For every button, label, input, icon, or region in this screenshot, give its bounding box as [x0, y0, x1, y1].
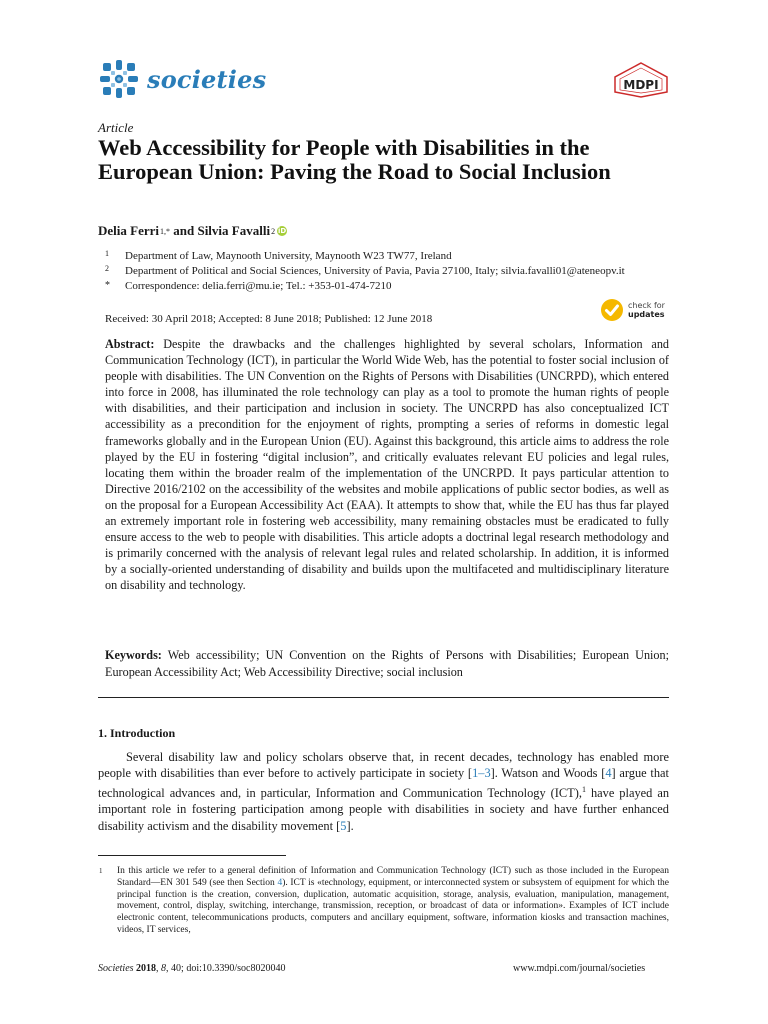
- body-text: ] argue that technological advances and, in particular, Information and Communication Technology (ICT),: [98, 766, 669, 800]
- affiliation-mark: 2: [105, 264, 109, 273]
- body-text: Several disability law and policy scholars observe that, in recent decades, technology has enabled more people with disabilities than ever before to actively participate in society [: [98, 750, 669, 781]
- footnote-mark: 1: [99, 867, 103, 875]
- mdpi-label: MDPI: [623, 78, 659, 92]
- author-affil-mark: 1,*: [160, 226, 170, 236]
- author-name[interactable]: Silvia Favalli: [197, 223, 271, 238]
- body-text: ]. Watson and Woods [: [490, 766, 606, 781]
- journal-name: societies: [147, 64, 267, 94]
- divider: [98, 697, 669, 698]
- mdpi-logo-icon[interactable]: [612, 62, 670, 98]
- societies-logo-icon: [98, 58, 140, 100]
- body-paragraph: [98, 749, 669, 834]
- citation-footer: Societies 2018, 8, 40; doi:10.3390/soc8020040: [98, 963, 286, 974]
- footnote-ref[interactable]: 1: [581, 784, 586, 794]
- footer-year: 2018: [136, 963, 157, 974]
- author-affil-mark: 2: [271, 226, 276, 236]
- journal-url[interactable]: www.mdpi.com/journal/societies: [513, 963, 646, 974]
- abstract: [105, 336, 669, 594]
- affiliation-text: Department of Political and Social Sciences, University of Pavia, Pavia 27100, Italy; silvia.favalli01@ateneopv.it: [125, 265, 625, 277]
- affiliation-mark: *: [105, 280, 110, 291]
- author-line: [98, 223, 287, 239]
- keywords-text: Web accessibility; UN Convention on the Rights of Persons with Disabilities; European Union; European Accessibility Act; Web Accessibility Directive; social inclusion: [105, 648, 670, 679]
- section-link[interactable]: 4: [277, 877, 283, 888]
- affiliation-text: Correspondence: delia.ferri@mu.ie; Tel.: +353-01-474-7210: [125, 280, 392, 292]
- abstract-label: Abstract:: [105, 337, 155, 351]
- paper-title: Web Accessibility for People with Disabilities in the European Union: Paving the Road to Social Inclusion: [98, 135, 611, 184]
- body-text: ].: [346, 818, 354, 833]
- check-for-updates-button[interactable]: [600, 298, 665, 322]
- footer-volume: 8: [161, 963, 167, 974]
- footer-journal: Societies: [98, 963, 134, 974]
- footnote-divider: [98, 855, 286, 856]
- keywords-label: Keywords:: [105, 648, 162, 662]
- check-updates-icon: [600, 298, 624, 322]
- citation-link[interactable]: 4: [605, 766, 612, 781]
- journal-logo[interactable]: [98, 58, 266, 100]
- body-text: have played an important role in fostering participation among people with disabilities in society and have further enhanced disability activism and the disability movement [: [98, 785, 670, 833]
- footnote-text: In this article we refer to a general definition of Information and Communication Technology (ICT) such as those included in the European Standard—EN 301 549 (see then Section: [117, 866, 669, 888]
- citation-link[interactable]: 1–3: [472, 766, 491, 781]
- author-name[interactable]: Delia Ferri: [98, 223, 159, 238]
- footnote: [117, 866, 669, 937]
- affiliation-text: Department of Law, Maynooth University, Maynooth W23 TW77, Ireland: [125, 250, 452, 262]
- article-type: Article: [98, 120, 134, 135]
- citation-link[interactable]: 5: [340, 818, 347, 833]
- orcid-icon[interactable]: iD: [277, 227, 287, 235]
- footer-doi[interactable]: , 40; doi:10.3390/soc8020040: [166, 963, 286, 974]
- keywords: [105, 647, 669, 680]
- author-join: and: [170, 223, 198, 238]
- affiliation-mark: 1: [105, 249, 109, 258]
- section-heading: 1. Introduction: [98, 726, 176, 740]
- publication-dates: Received: 30 April 2018; Accepted: 8 June 2018; Published: 12 June 2018: [105, 313, 433, 325]
- check-updates-line2: updates: [628, 310, 665, 319]
- footnote-text: ). ICT is «technology, equipment, or interconnected system or subsystem of equipment for which the principal function is the creation, conversion, duplication, automatic acquisition, storage, analysis, evaluation, manipulation, management, movement, control, display, switching, interchange, transmission, reception, or broadcast of data or information». Examples of ICT include electronic content, telecommunications products, computers and ancillary equipment, software, information kiosks and transaction machines, videos, IT services,: [117, 877, 670, 935]
- check-updates-line1: check for: [628, 301, 665, 310]
- abstract-text: Despite the drawbacks and the challenges highlighted by several scholars, Information and Communication Technology (ICT), in particular the World Wide Web, has the potential to foster social inclusion of people with disabilities. The UN Convention on the Rights of Persons with Disabilities (UNCRPD), which entered into force in 2008, has illuminated the role technology can play as a tool to promote the human rights of people with disabilities, and their participation and inclusion in society. The UNCRPD has also conceptualized ICT accessibility as a precondition for the enjoyment of rights, prompting a series of reforms in domestic legal frameworks globally and in the European Union (EU). Against this background, this article aims to address the role played by the EU in fostering “digital inclusion”, and critically evaluates relevant EU policies and legal rules, locating them within the broader realm of the implementation of the UNCRPD. It pays particular attention to Directive 2016/2102 on the accessibility of the websites and mobile applications of public sector bodies, as well as on the proposal for a European Accessibility Act (EAA). It attempts to show that, while the EU has thus far played an extremely important role in fostering web accessibility, many remaining obstacles must be eradicated to fully ensure access to the web to people with disabilities. This article adopts a doctrinal legal research methodology and is primarily concerned with the analysis of relevant legal rules and related scholarship. In addition, it is informed by a socially-oriented understanding of disability and builds upon the multifaceted and multidisciplinary literature on disability and technology.: [105, 337, 670, 593]
